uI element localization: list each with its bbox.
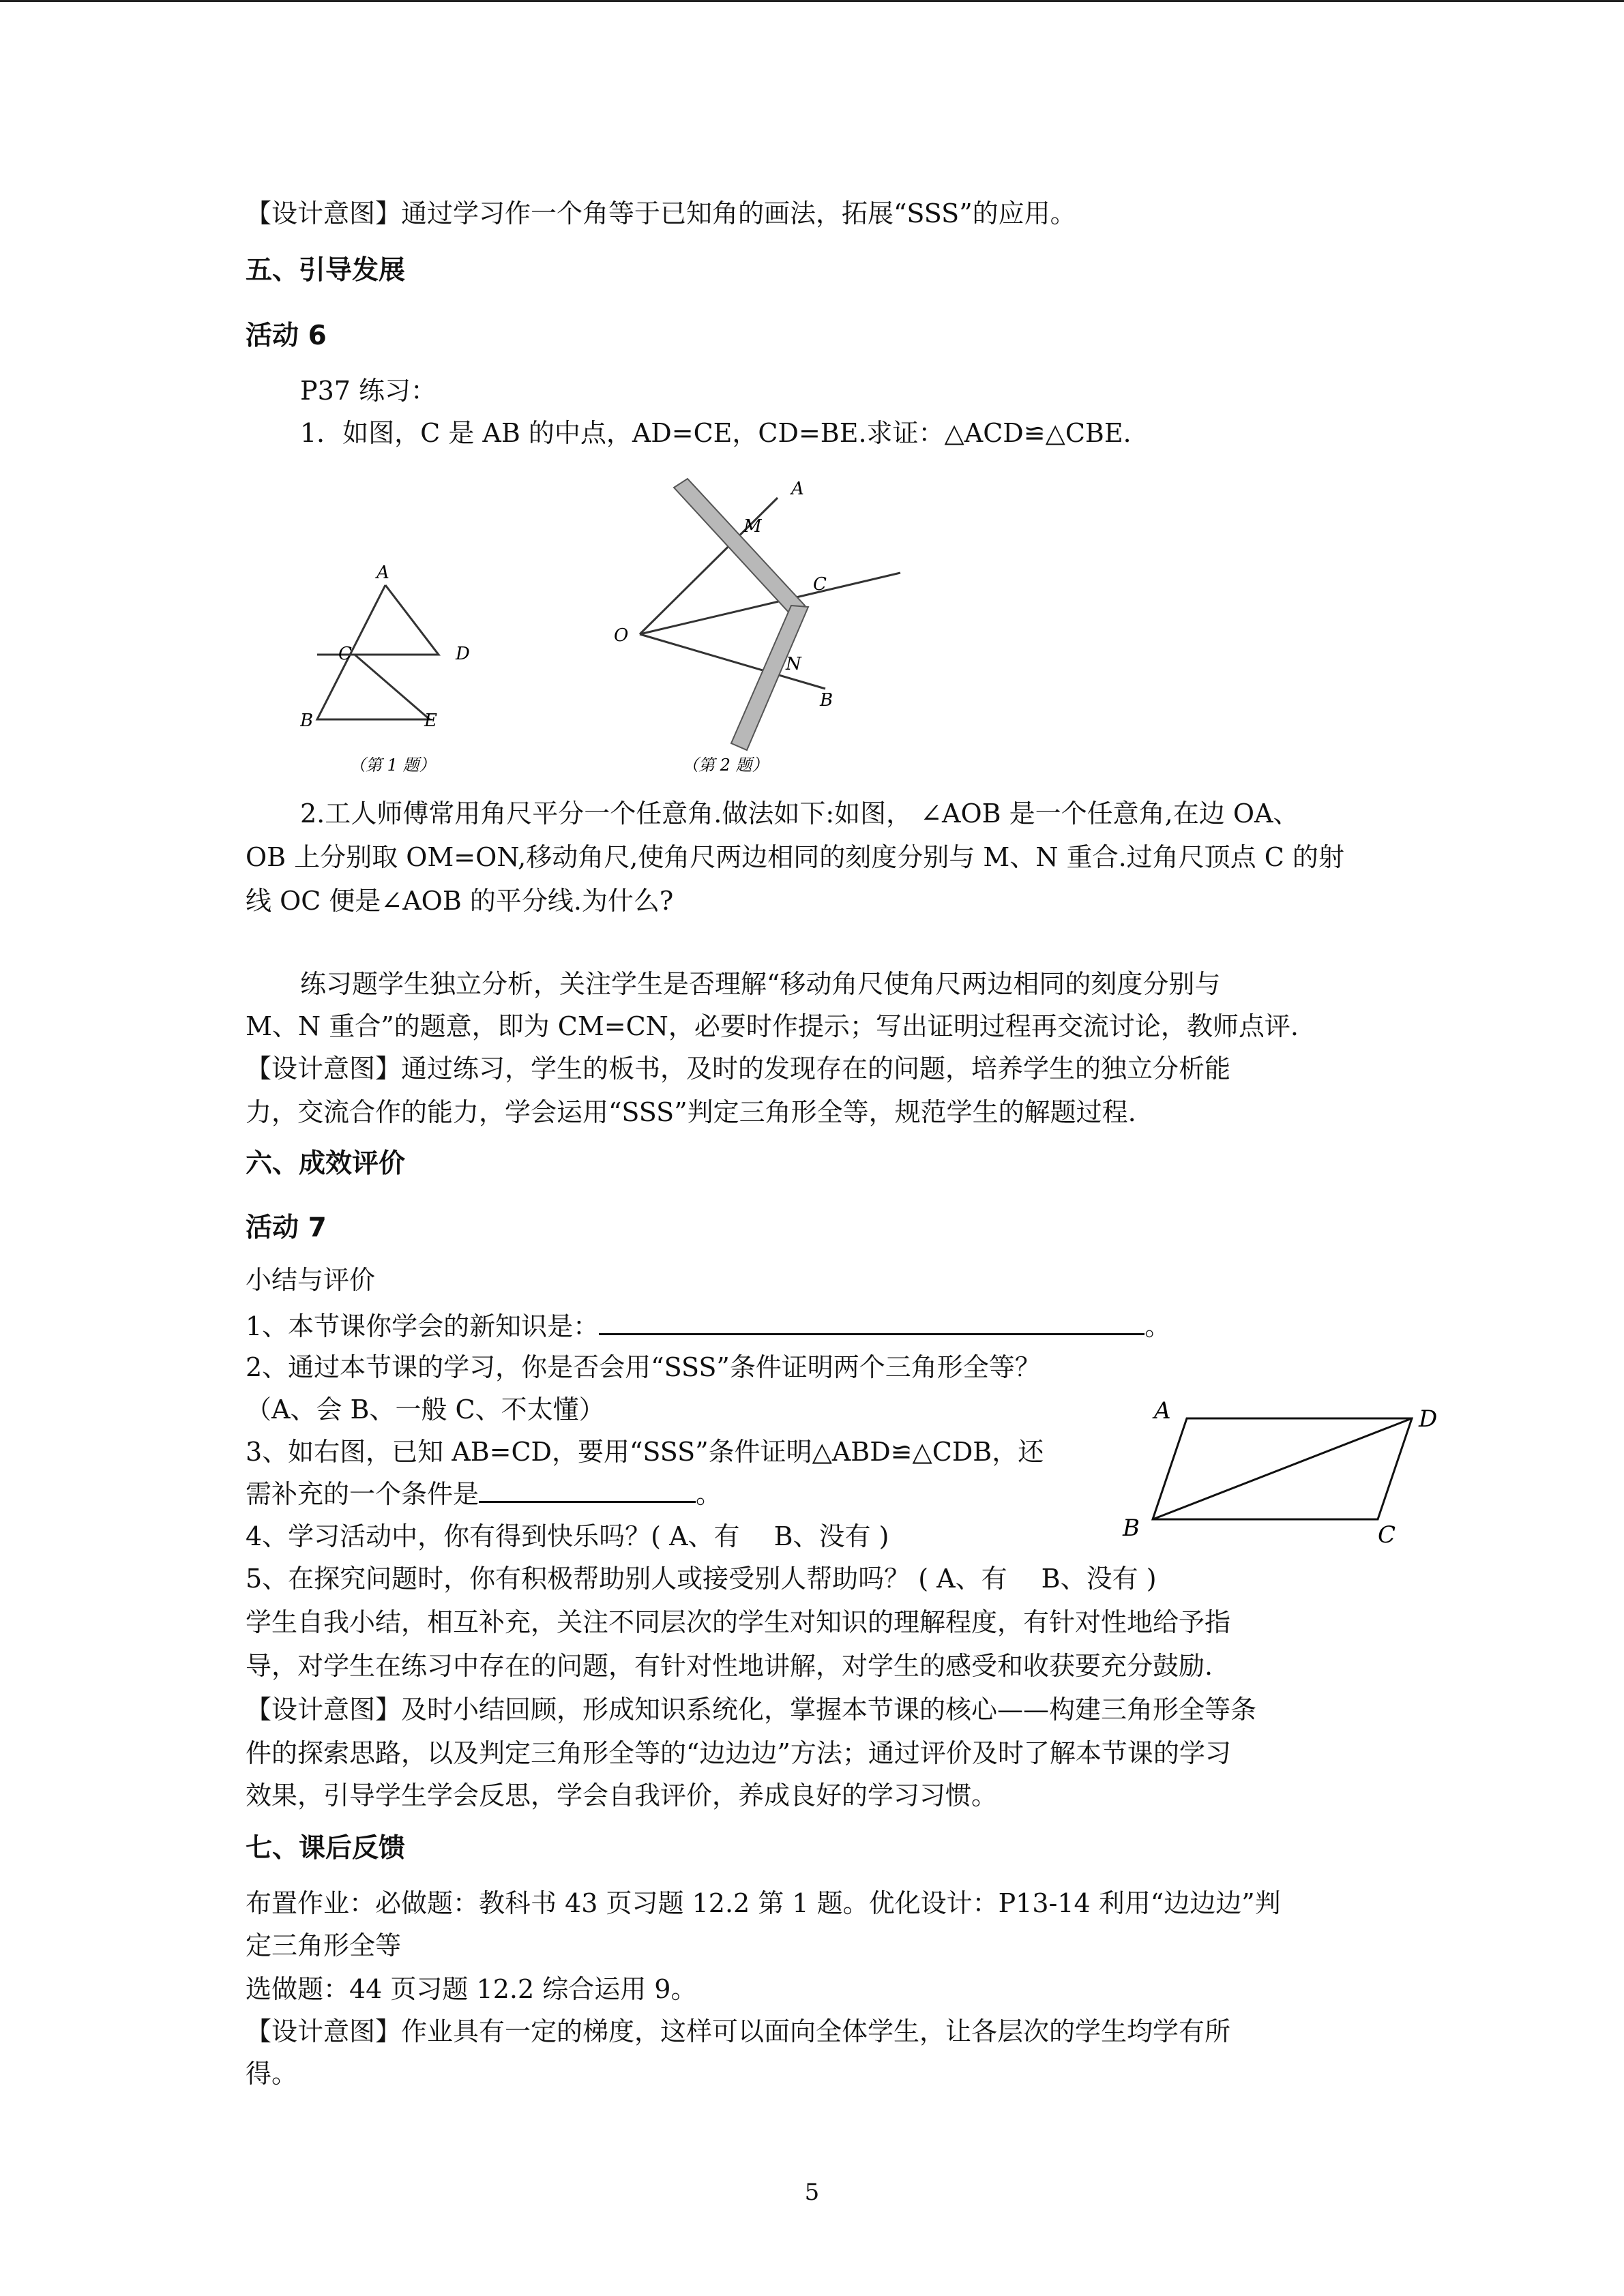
question-3-blank[interactable] (479, 1478, 696, 1503)
question-1-end: 。 (1145, 1311, 1171, 1341)
figure-2-angle-ruler (614, 479, 900, 775)
summary-title: 小结与评价 (246, 1265, 376, 1295)
fig1-label-c: C (338, 644, 352, 664)
fig2-label-a: A (791, 479, 804, 499)
fig3-label-c: C (1378, 1521, 1396, 1549)
figure-1-triangles (300, 563, 470, 775)
homework-optional: 选做题：44 页习题 12.2 综合运用 9。 (246, 1974, 697, 2004)
exercise-ref: P37 练习： (300, 376, 437, 406)
self-summary-line-1: 学生自我小结，相互补充，关注不同层次的学生对知识的理解程度，有针对性地给予指 (246, 1607, 1231, 1637)
fig2-label-n: N (786, 654, 801, 674)
page-top-rule (0, 0, 1624, 2)
question-3-end: 。 (696, 1479, 722, 1509)
homework-line-2: 定三角形全等 (246, 1930, 402, 1960)
fig1-label-b: B (300, 711, 314, 731)
fig2-label-m: M (743, 516, 762, 537)
page-number: 5 (804, 2179, 820, 2206)
self-summary-line-2: 导，对学生在练习中存在的问题，有针对性地讲解，对学生的感受和收获要充分鼓励. (246, 1651, 1213, 1681)
question-3-line-1: 3、如右图，已知 AB=CD，要用“SSS”条件证明△ABD≌△CDB，还 (246, 1437, 1044, 1467)
question-2-options: （A、会 B、一般 C、不太懂） (246, 1395, 605, 1425)
design-intent-2-line-1: 【设计意图】通过练习，学生的板书，及时的发现存在的问题，培养学生的独立分析能 (246, 1054, 1231, 1084)
design-intent-4-line-1: 【设计意图】作业具有一定的梯度，这样可以面向全体学生，让各层次的学生均学有所 (246, 2016, 1231, 2046)
question-2: 2、通过本节课的学习，你是否会用“SSS”条件证明两个三角形全等？ (246, 1352, 1041, 1382)
fig1-label-a: A (377, 563, 389, 583)
section-heading-5: 五、引导发展 (246, 255, 406, 286)
fig2-caption: （第 2 题） (682, 756, 769, 775)
homework-line-1: 布置作业：必做题：教科书 43 页习题 12.2 第 1 题。优化设计：P13-14 利用“边边边”判 (246, 1888, 1281, 1918)
design-intent-3-line-1: 【设计意图】及时小结回顾，形成知识系统化，掌握本节课的核心——构建三角形全等条 (246, 1695, 1257, 1725)
design-intent-1: 【设计意图】通过学习作一个角等于已知角的画法，拓展“SSS”的应用。 (246, 198, 1076, 228)
design-intent-2-line-2: 力，交流合作的能力，学会运用“SSS”判定三角形全等，规范学生的解题过程. (246, 1097, 1136, 1127)
fig3-label-a: A (1154, 1397, 1171, 1425)
question-1-text: 1、本节课你学会的新知识是： (246, 1311, 600, 1341)
question-3-line-2 (246, 1477, 722, 1511)
exercise-2-line-1: 2.工人师傅常用角尺平分一个任意角.做法如下:如图， ∠AOB 是一个任意角,在边 OA、 (300, 799, 1299, 829)
fig1-label-e: E (424, 711, 437, 731)
section-heading-6: 六、成效评价 (246, 1148, 406, 1179)
activity-6-heading: 活动 6 (246, 320, 327, 351)
analysis-line-2: M、N 重合”的题意，即为 CM=CN，必要时作提示；写出证明过程再交流讨论，教师点评. (246, 1011, 1299, 1041)
question-1 (246, 1309, 1170, 1343)
question-3-text: 需补充的一个条件是 (246, 1479, 479, 1509)
question-5: 5、在探究问题时，你有积极帮助别人或接受别人帮助吗？ ( A、有 B、没有 ) (246, 1564, 1157, 1594)
fig3-label-d: D (1419, 1405, 1438, 1433)
design-intent-3-line-2: 件的探索思路，以及判定三角形全等的“边边边”方法；通过评价及时了解本节课的学习 (246, 1738, 1231, 1768)
fig2-label-c: C (813, 574, 827, 595)
section-heading-7: 七、课后反馈 (246, 1833, 406, 1864)
fig2-label-o: O (614, 625, 629, 646)
fig1-caption: （第 1 题） (349, 756, 436, 775)
activity-7-heading: 活动 7 (246, 1212, 327, 1243)
exercise-2-line-2: OB 上分别取 OM=ON,移动角尺,使角尺两边相同的刻度分别与 M、N 重合.过角尺顶点 C 的射 (246, 842, 1344, 872)
exercise-2-line-3: 线 OC 便是∠AOB 的平分线.为什么? (246, 886, 674, 916)
question-4: 4、学习活动中，你有得到快乐吗？( A、有 B、没有 ) (246, 1521, 889, 1551)
analysis-line-1: 练习题学生独立分析，关注学生是否理解“移动角尺使角尺两边相同的刻度分别与 (300, 969, 1221, 999)
design-intent-3-line-3: 效果，引导学生学会反思，学会自我评价，养成良好的学习习惯。 (246, 1780, 998, 1810)
parallelogram-figure (1105, 1391, 1460, 1555)
exercise-figures (300, 464, 914, 784)
fig1-label-d: D (456, 644, 470, 664)
fig3-label-b: B (1123, 1515, 1140, 1542)
question-1-blank[interactable] (599, 1310, 1145, 1335)
fig2-label-b: B (820, 690, 833, 711)
design-intent-4-line-2: 得。 (246, 2059, 298, 2089)
exercise-1: 1．如图，C 是 AB 的中点，AD=CE，CD=BE.求证：△ACD≌△CBE. (300, 418, 1132, 448)
